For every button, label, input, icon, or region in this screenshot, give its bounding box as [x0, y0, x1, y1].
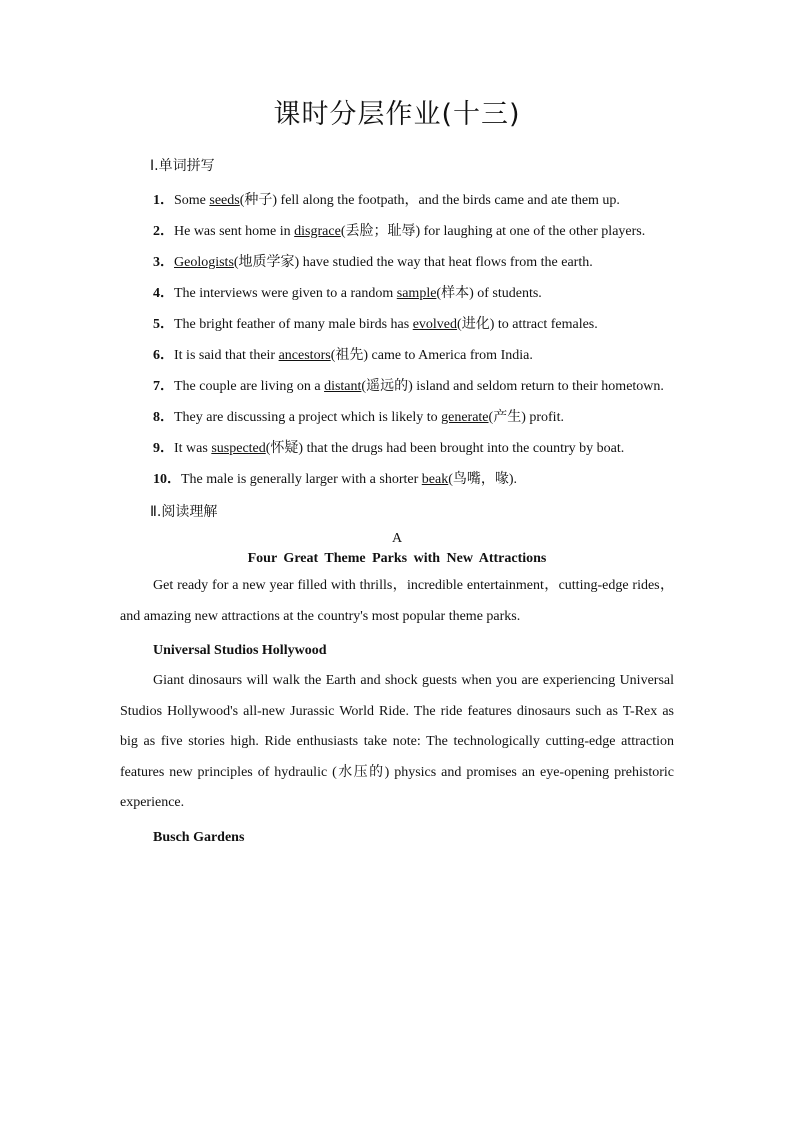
item-text: It was — [174, 441, 212, 456]
item-answer: evolved — [412, 317, 458, 332]
spelling-item — [120, 433, 674, 464]
passage-intro: Get ready for a new year filled with thrills，incredible entertainment，cutting-edge rides，and amazing new attractions at the country's most popular theme parks. — [120, 578, 674, 624]
spelling-list — [120, 185, 674, 495]
item-answer: seeds — [209, 193, 240, 208]
item-text: They are discussing a project which is likely to — [174, 410, 442, 425]
item-number: 8． — [153, 410, 174, 425]
item-text: It is said that their — [174, 348, 279, 363]
passage-subheading: Universal Studios Hollywood — [153, 643, 327, 658]
item-number: 1． — [153, 193, 174, 208]
item-number: 4． — [153, 286, 174, 301]
item-number: 10． — [153, 472, 181, 487]
item-answer: generate — [441, 410, 489, 425]
item-answer: beak — [421, 472, 449, 487]
item-text: The interviews were given to a random — [174, 286, 397, 301]
item-text: The couple are living on a — [174, 379, 325, 394]
item-text: (种子) fell along the footpath，and the birds came and ate them up. — [239, 193, 620, 208]
item-text: Some — [174, 193, 210, 208]
section-heading-spelling: Ⅰ.单词拼写 — [150, 158, 215, 174]
item-answer: ancestors — [278, 348, 331, 363]
item-number: 9． — [153, 441, 174, 456]
item-answer: Geologists — [174, 255, 234, 270]
item-text: (祖先) came to America from India. — [330, 348, 533, 363]
item-number: 7． — [153, 379, 174, 394]
item-text: (怀疑) that the drugs had been brought into the country by boat. — [265, 441, 625, 456]
passage-paragraph: Giant dinosaurs will walk the Earth and shock guests when you are experiencing Universal Studios Hollywood's all-new Jurassic World Ride. The ride features dinosaurs such as T-Rex as big as five stories high. Ride enthusiasts take note: The technologically cutting-edge attraction features new principles of hydraulic (水压的) physics and promises an eye-opening prehistoric experience. — [120, 673, 674, 810]
section-heading-reading: Ⅱ.阅读理解 — [150, 504, 218, 520]
item-text: (产生) profit. — [488, 410, 564, 425]
item-number: 2． — [153, 224, 174, 239]
item-number: 5． — [153, 317, 174, 332]
item-answer: sample — [396, 286, 437, 301]
passage-title: Four Great Theme Parks with New Attractions — [247, 551, 547, 566]
passage-letter: A — [391, 531, 403, 546]
item-text: (遥远的) island and seldom return to their hometown. — [361, 379, 664, 394]
page-title: 课时分层作业(十三) — [273, 99, 521, 130]
item-answer: suspected — [211, 441, 266, 456]
item-answer: disgrace — [294, 224, 341, 239]
item-number: 6． — [153, 348, 174, 363]
reading-passage — [120, 531, 674, 853]
document-page — [120, 92, 674, 853]
spelling-item — [120, 371, 674, 402]
spelling-item — [120, 309, 674, 340]
spelling-item — [120, 402, 674, 433]
item-number: 3． — [153, 255, 174, 270]
item-text: The male is generally larger with a shorter — [181, 472, 422, 487]
item-text: (样本) of students. — [436, 286, 542, 301]
item-text: (地质学家) have studied the way that heat flows from the earth. — [233, 255, 593, 270]
spelling-item — [120, 247, 674, 278]
spelling-item — [120, 278, 674, 309]
spelling-item — [120, 216, 674, 247]
item-text: (鸟嘴，喙). — [448, 472, 518, 487]
item-text: He was sent home in — [174, 224, 295, 239]
spelling-item — [120, 464, 674, 495]
passage-subheading: Busch Gardens — [153, 829, 245, 845]
item-text: The bright feather of many male birds has — [174, 317, 413, 332]
item-text: (丢脸；耻辱) for laughing at one of the other players. — [340, 224, 646, 239]
item-text: (进化) to attract females. — [457, 317, 598, 332]
spelling-item — [120, 185, 674, 216]
spelling-item — [120, 340, 674, 371]
item-answer: distant — [324, 379, 362, 394]
